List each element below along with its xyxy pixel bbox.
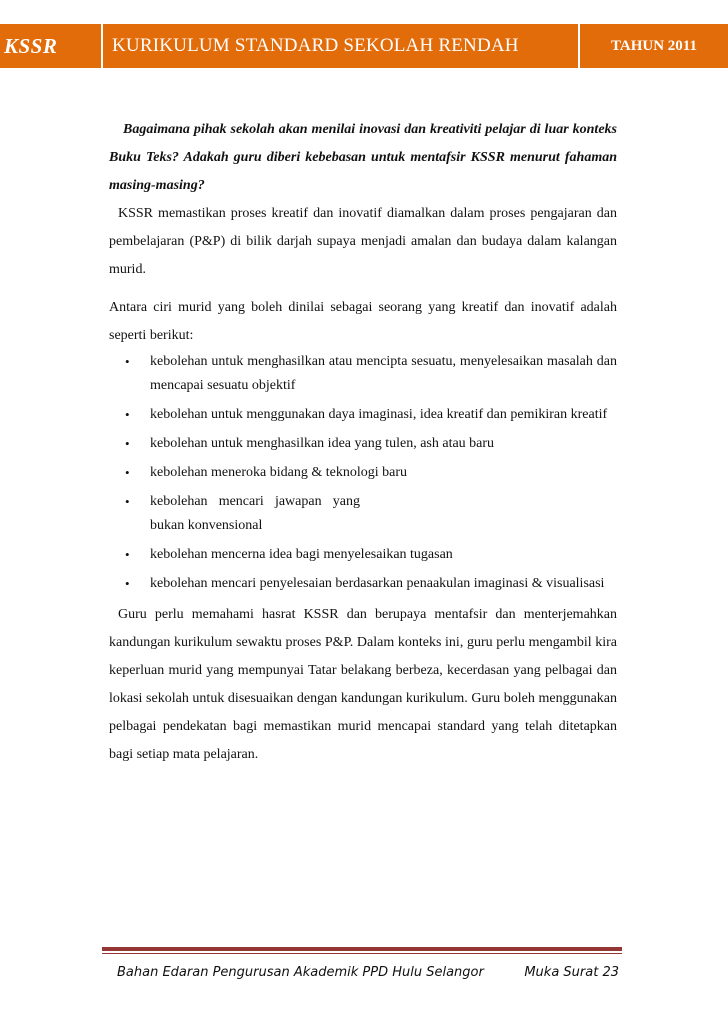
bullet-icon: • xyxy=(125,576,130,591)
bullet-icon: • xyxy=(125,494,130,509)
list-item-text: kebolehan mencari penyelesaian berdasarkan penaakulan imaginasi & visualisasi xyxy=(150,576,605,591)
answer-paragraph: KSSR memastikan proses kreatif dan inovatif diamalkan dalam proses pengajaran dan pembelajaran (P&P) di bilik darjah supaya menjadi amalan dan budaya dalam kalangan murid. xyxy=(109,206,617,277)
list-item xyxy=(109,572,617,596)
intro-paragraph: Antara ciri murid yang boleh dinilai sebagai seorang yang kreatif dan inovatif adalah seperti berikut: xyxy=(109,300,617,343)
page-number: Muka Surat 23 xyxy=(524,965,619,980)
bullet-icon: • xyxy=(125,354,130,369)
page-content xyxy=(109,116,617,769)
bullet-icon: • xyxy=(125,436,130,451)
footer-rule-thick xyxy=(102,947,622,951)
list-item xyxy=(109,490,360,538)
kssr-logo: KSSR xyxy=(4,33,58,58)
header-title-cell xyxy=(103,24,580,68)
bullet-icon: • xyxy=(125,465,130,480)
header-logo-cell xyxy=(0,24,103,68)
header-year-cell xyxy=(580,24,728,68)
list-item-text: kebolehan mencerna idea bagi menyelesaikan tugasan xyxy=(150,547,453,562)
footer-source: Bahan Edaran Pengurusan Akademik PPD Hulu Selangor xyxy=(117,965,484,980)
list-item-text: kebolehan untuk menggunakan daya imaginasi, idea kreatif dan pemikiran kreatif xyxy=(150,407,608,422)
list-item-text: kebolehan untuk menghasilkan idea yang tulen, ash atau baru xyxy=(150,436,495,451)
list-item-text: kebolehan meneroka bidang & teknologi baru xyxy=(150,465,407,480)
header-title: KURIKULUM STANDARD SEKOLAH RENDAH xyxy=(112,35,519,56)
bullet-icon: • xyxy=(125,407,130,422)
criteria-list xyxy=(109,350,617,596)
list-item xyxy=(109,543,617,567)
list-item xyxy=(109,461,617,485)
list-item xyxy=(109,350,617,398)
page-header xyxy=(0,24,728,68)
list-item-text: kebolehan untuk menghasilkan atau mencipta sesuatu, menyelesaikan masalah dan mencapai sesuatu objektif xyxy=(150,354,617,393)
closing-paragraph: Guru perlu memahami hasrat KSSR dan berupaya mentafsir dan menterjemahkan kandungan kurikulum sewaktu proses P&P. Dalam konteks ini, guru perlu mengambil kira keperluan murid yang mempunyai Tatar belakang berbeza, kecerdasan yang pelbagai dan lokasi sekolah untuk disesuaikan dengan kandungan kurikulum. Guru boleh menggunakan pelbagai pendekatan bagi memastikan murid mencapai standard yang telah ditetapkan bagi setiap mata pelajaran. xyxy=(109,607,617,762)
bullet-icon: • xyxy=(125,547,130,562)
header-year: TAHUN 2011 xyxy=(611,37,697,54)
question-paragraph: Bagaimana pihak sekolah akan menilai inovasi dan kreativiti pelajar di luar konteks Buku Teks? Adakah guru diberi kebebasan untuk mentafsir KSSR menurut fahaman masing-masing? xyxy=(109,122,617,193)
list-item xyxy=(109,403,617,427)
list-item xyxy=(109,432,617,456)
footer-rule-thin xyxy=(102,953,622,954)
list-item-text: kebolehan mencari jawapan yang bukan konvensional xyxy=(150,494,360,533)
page-footer xyxy=(117,965,619,980)
